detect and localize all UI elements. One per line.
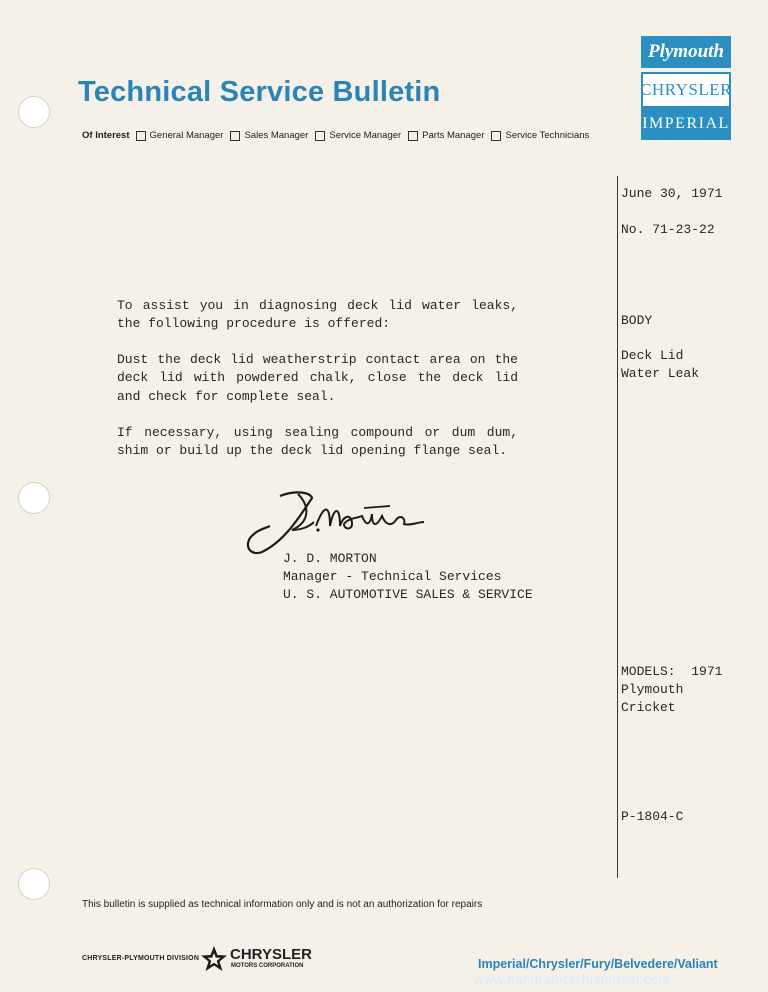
imperial-logo: IMPERIAL xyxy=(641,108,731,140)
bulletin-number: No. 71-23-22 xyxy=(621,222,715,237)
binder-hole-bottom xyxy=(18,868,50,900)
watermark: www.hamtramck-historical.com xyxy=(474,972,670,987)
of-interest-label: Of Interest xyxy=(82,130,130,141)
binder-hole-top xyxy=(18,96,50,128)
interest-sales-manager[interactable]: Sales Manager xyxy=(230,130,308,141)
body-paragraph-1: To assist you in diagnosing deck lid water leaks, the following procedure is offered: xyxy=(117,298,518,332)
body-paragraph-3: If necessary, using sealing compound or dum dum, shim or build up the deck lid opening flange seal. xyxy=(117,425,518,459)
checkbox-icon xyxy=(491,131,501,141)
column-divider xyxy=(617,176,618,878)
corporation-name: CHRYSLER xyxy=(230,946,312,963)
plymouth-logo: Plymouth xyxy=(641,36,731,68)
signer-name: J. D. MORTON xyxy=(283,551,377,566)
interest-general-manager[interactable]: General Manager xyxy=(136,130,224,141)
division-name: CHRYSLER-PLYMOUTH DIVISION xyxy=(82,955,200,962)
pentastar-icon xyxy=(200,945,228,973)
bulletin-category: BODY xyxy=(621,313,653,328)
body-paragraph-2: Dust the deck lid weatherstrip contact area on the deck lid with powdered chalk, close the deck lid and check for complete seal. xyxy=(117,352,518,404)
interest-service-technicians[interactable]: Service Technicians xyxy=(491,130,589,141)
bulletin-title: Technical Service Bulletin xyxy=(78,76,441,108)
binder-hole-middle xyxy=(18,482,50,514)
checkbox-icon xyxy=(408,131,418,141)
handwritten-signature xyxy=(240,486,430,558)
of-interest-row xyxy=(82,130,596,141)
bulletin-models: MODELS: 1971 Plymouth Cricket xyxy=(621,664,723,715)
checkbox-icon xyxy=(230,131,240,141)
interest-service-manager[interactable]: Service Manager xyxy=(315,130,401,141)
signer-organization: U. S. AUTOMOTIVE SALES & SERVICE xyxy=(283,587,533,602)
bulletin-subject: Deck Lid Water Leak xyxy=(621,348,700,381)
disclaimer-text: This bulletin is supplied as technical information only and is not an authorization for repairs xyxy=(82,899,483,910)
checkbox-icon xyxy=(315,131,325,141)
chrysler-logo: CHRYSLER xyxy=(641,72,731,108)
interest-parts-manager[interactable]: Parts Manager xyxy=(408,130,484,141)
checkbox-icon xyxy=(136,131,146,141)
bulletin-date: June 30, 1971 xyxy=(621,186,723,201)
corporation-subtitle: MOTORS CORPORATION xyxy=(231,963,304,969)
part-code: P-1804-C xyxy=(621,809,684,824)
model-lineup: Imperial/Chrysler/Fury/Belvedere/Valiant xyxy=(478,957,718,971)
signer-title: Manager - Technical Services xyxy=(283,569,502,584)
